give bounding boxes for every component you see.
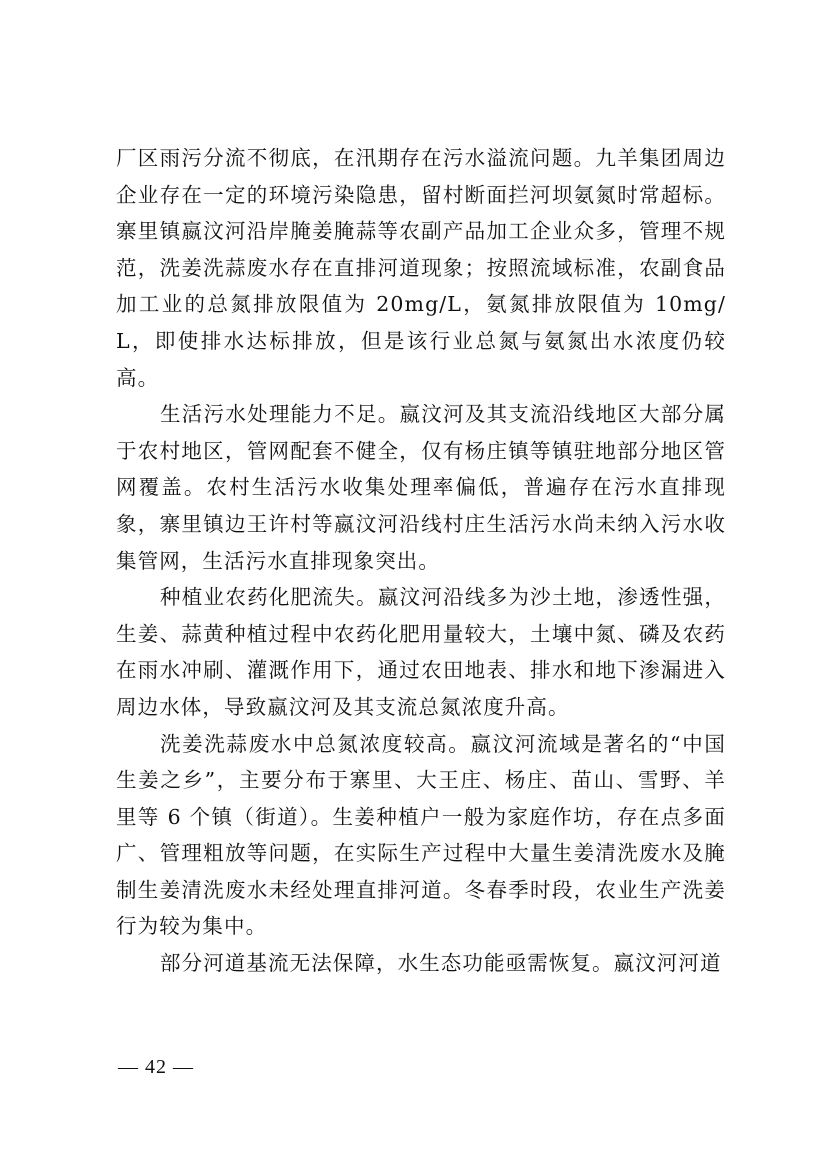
paragraph-ginger-wastewater: 洗姜洗蒜废水中总氮浓度较高。嬴汶河流域是著名的“中国生姜之乡”，主要分布于寨里、大王庄、杨庄、苗山、雪野、羊里等 6 个镇（街道）。生姜种植户一般为家庭作坊，存在点多面广、管理粗放等问题，在实际生产过程中大量生姜清洗废水及腌制生姜清洗废水未经处理直排河道。冬春季时段，农业生产洗姜行为较为集中。 [116,731,726,939]
paragraph-continuation: 厂区雨污分流不彻底，在汛期存在污水溢流问题。九羊集团周边企业存在一定的环境污染隐患，留村断面拦河坝氨氮时常超标。寨里镇嬴汶河沿岸腌姜腌蒜等农副产品加工企业众多，管理不规范，洗姜洗蒜废水存在直排河道现象；按照流域标准，农副食品加工业的总氮排放限值为 20mg/L，氨氮排放限值为 10mg/L，即使排水达标排放，但是该行业总氮与氨氮出水浓度仍较高。 [116,146,726,390]
paragraph-base-flow: 部分河道基流无法保障，水生态功能亟需恢复。嬴汶河河道 [160,951,722,976]
page-number: — 42 — [118,1056,194,1078]
paragraph-agrochemical-loss: 种植业农药化肥流失。嬴汶河沿线多为沙土地，渗透性强，生姜、蒜黄种植过程中农药化肥用量较大，土壤中氮、磷及农药在雨水冲刷、灌溉作用下，通过农田地表、排水和地下渗漏进入周边水体，导致嬴汶河及其支流总氮浓度升高。 [116,585,726,719]
body-text [116,140,726,982]
paragraph-domestic-sewage: 生活污水处理能力不足。嬴汶河及其支流沿线地区大部分属于农村地区，管网配套不健全，仅有杨庄镇等镇驻地部分地区管网覆盖。农村生活污水收集处理率偏低，普遍存在污水直排现象，寨里镇边王许村等嬴汶河沿线村庄生活污水尚未纳入污水收集管网，生活污水直排现象突出。 [116,402,726,573]
